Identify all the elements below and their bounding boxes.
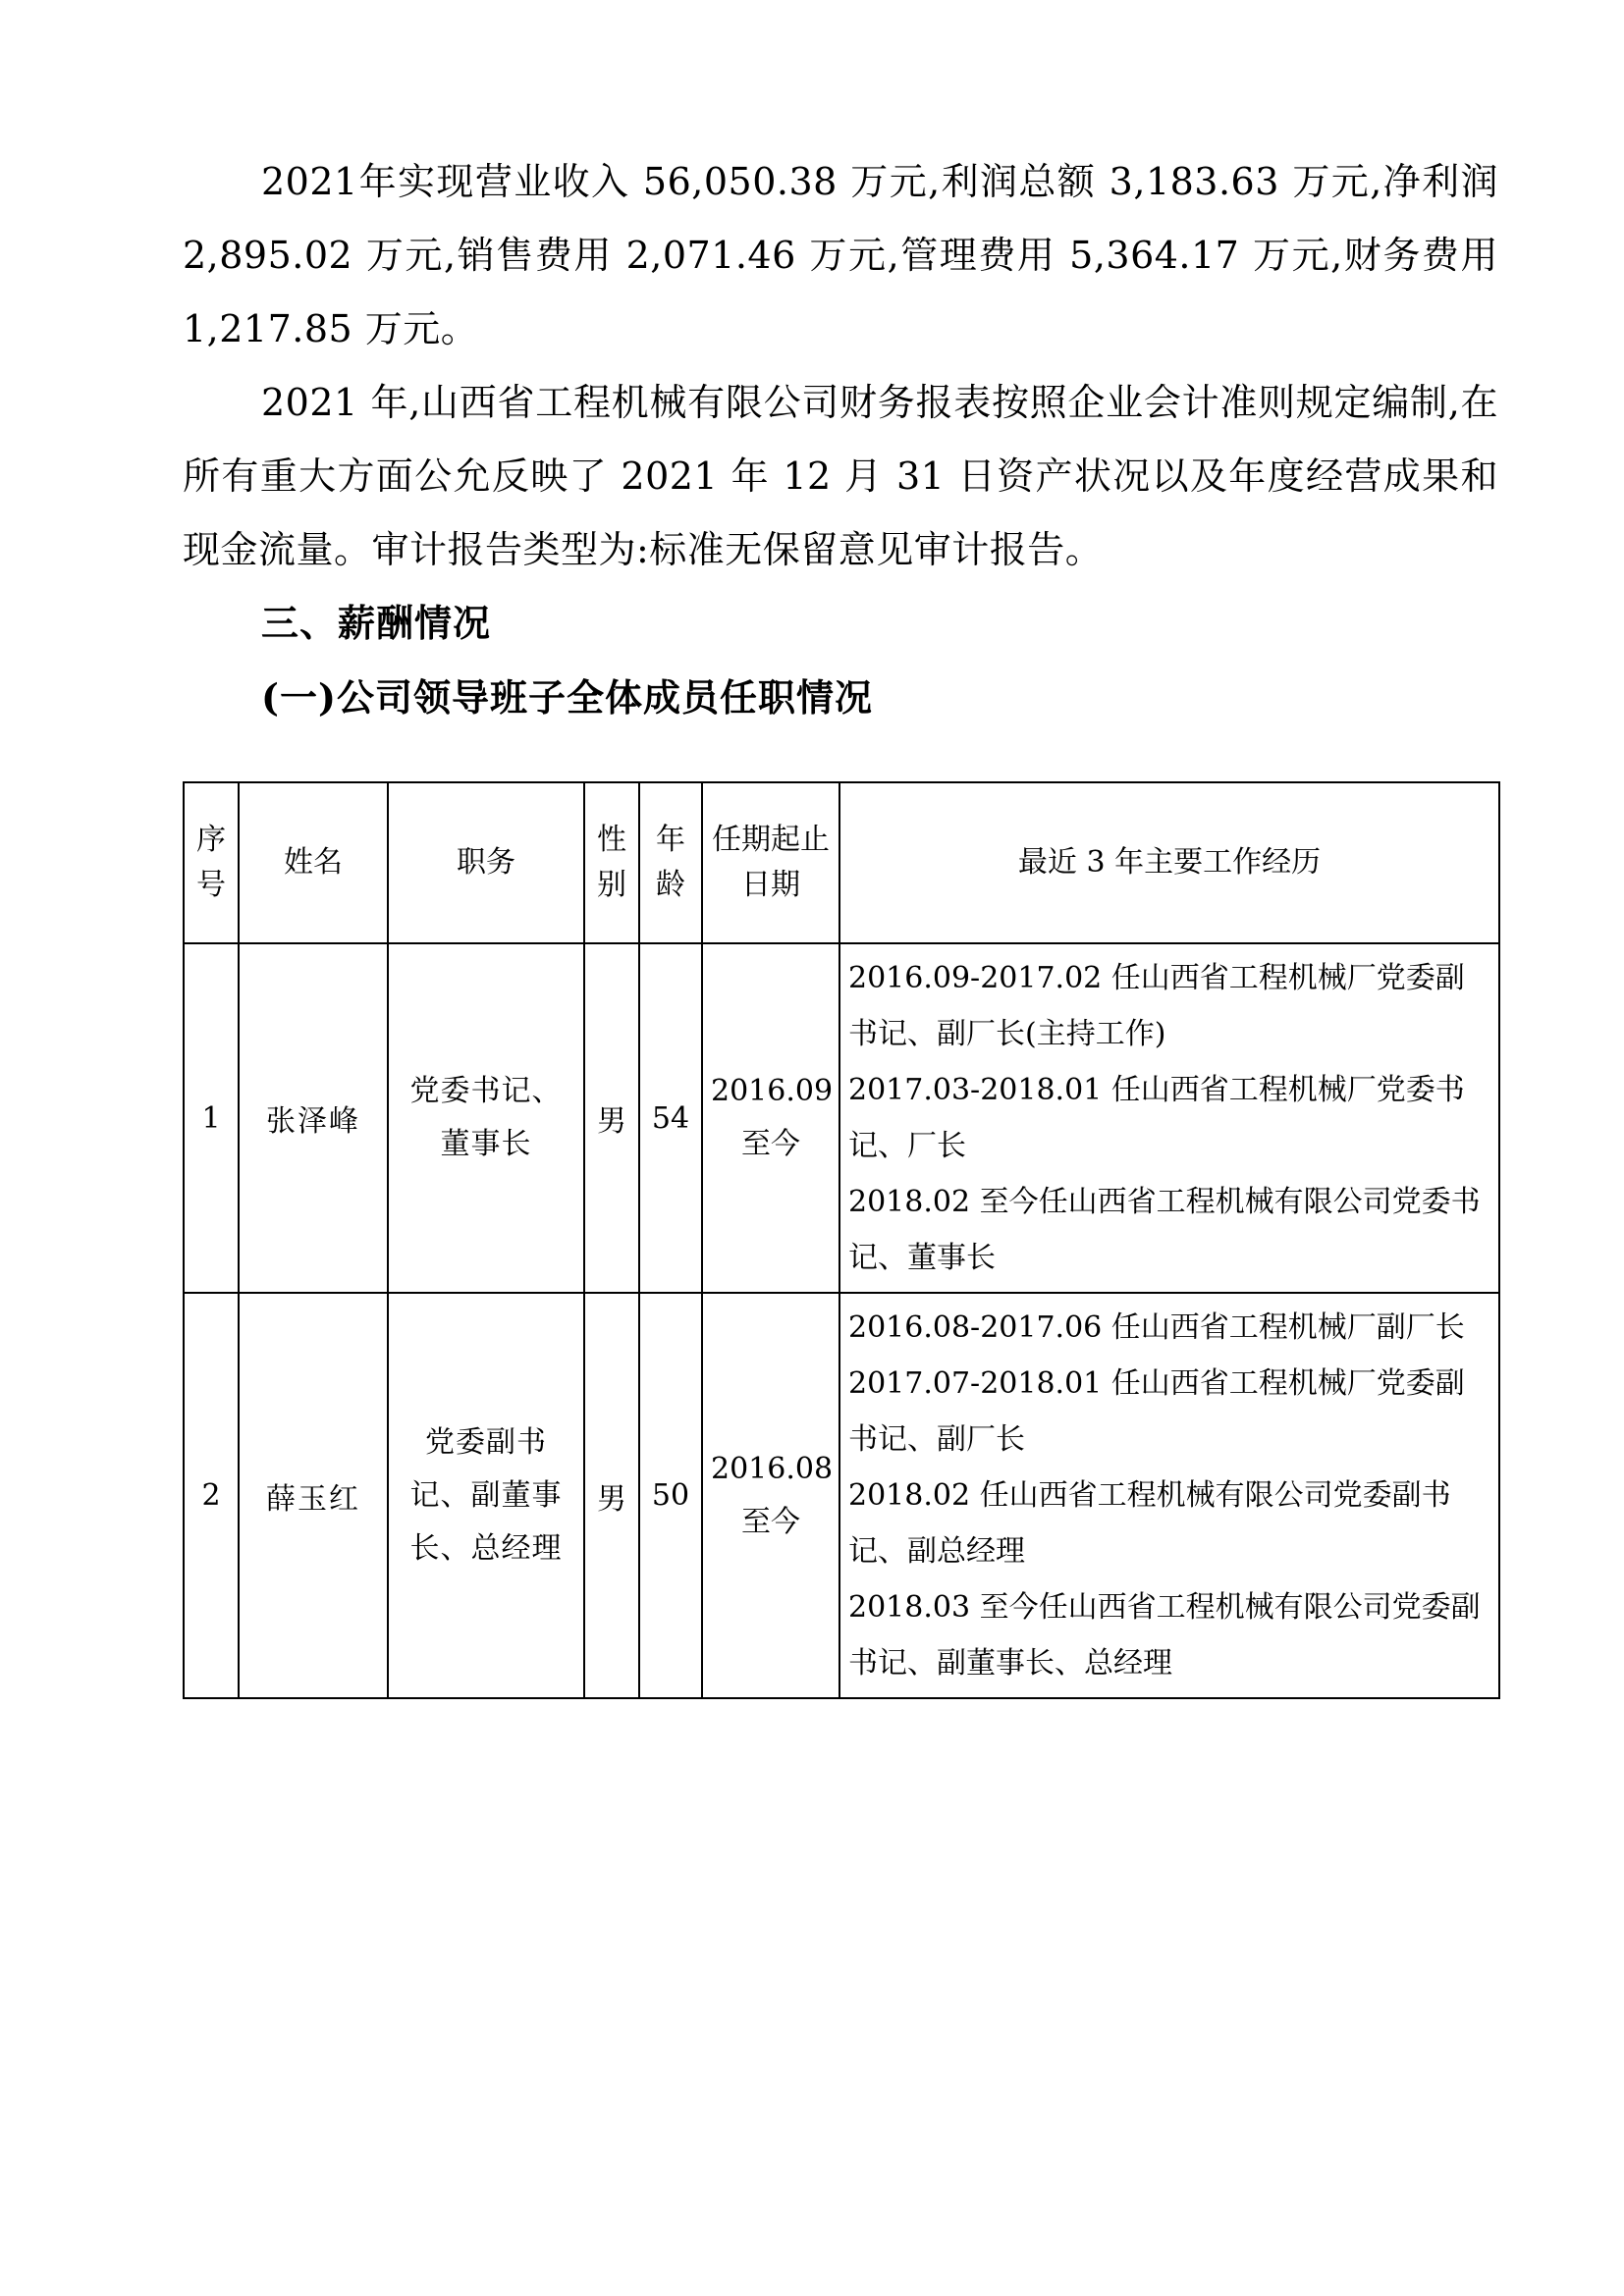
cell-index: 2 <box>184 1293 239 1698</box>
col-header-experience: 最近 3 年主要工作经历 <box>839 782 1499 943</box>
table-header <box>184 782 1499 943</box>
cell-age: 54 <box>639 943 702 1293</box>
leadership-table-wrapper <box>183 781 1498 1699</box>
cell-gender: 男 <box>584 943 639 1293</box>
table-row <box>184 1293 1499 1698</box>
cell-position: 党委副书记、副董事长、总经理 <box>388 1293 584 1698</box>
cell-index: 1 <box>184 943 239 1293</box>
experience-line: 2018.02 任山西省工程机械有限公司党委副书记、副总经理 <box>848 1478 1451 1569</box>
cell-age: 50 <box>639 1293 702 1698</box>
cell-experience <box>839 943 1499 1293</box>
experience-line: 2018.03 至今任山西省工程机械有限公司党委副书记、副董事长、总经理 <box>848 1590 1481 1681</box>
experience-line: 2017.03-2018.01 任山西省工程机械厂党委书记、厂长 <box>848 1073 1465 1163</box>
col-header-term: 任期起止日期 <box>702 782 839 943</box>
cell-term: 2016.08 至今 <box>702 1293 839 1698</box>
section-heading-compensation: 三、薪酬情况 <box>261 602 492 645</box>
cell-name: 张泽峰 <box>239 943 388 1293</box>
col-header-gender: 性别 <box>584 782 639 943</box>
experience-line: 2016.09-2017.02 任山西省工程机械厂党委副书记、副厂长(主持工作) <box>848 961 1465 1051</box>
table-header-row <box>184 782 1499 943</box>
experience-line: 2016.08-2017.06 任山西省工程机械厂副厂长 <box>848 1310 1465 1345</box>
cell-experience <box>839 1293 1499 1698</box>
col-header-position: 职务 <box>388 782 584 943</box>
page-content <box>183 145 1498 1699</box>
cell-name: 薛玉红 <box>239 1293 388 1698</box>
experience-line: 2018.02 至今任山西省工程机械有限公司党委书记、董事长 <box>848 1185 1481 1275</box>
paragraph-audit-statement: 2021 年,山西省工程机械有限公司财务报表按照企业会计准则规定编制,在所有重大方面公允反映了 2021 年 12 月 31 日资产状况以及年度经营成果和现金流量。审计报告类型为:标准无保留意见审计报告。 <box>183 381 1498 571</box>
cell-position: 党委书记、董事长 <box>388 943 584 1293</box>
subsection-heading-leadership: (一)公司领导班子全体成员任职情况 <box>261 675 873 720</box>
col-header-name: 姓名 <box>239 782 388 943</box>
col-header-age: 年龄 <box>639 782 702 943</box>
cell-term: 2016.09 至今 <box>702 943 839 1293</box>
leadership-table <box>183 781 1500 1699</box>
table-body <box>184 943 1499 1698</box>
experience-line: 2017.07-2018.01 任山西省工程机械厂党委副书记、副厂长 <box>848 1366 1465 1457</box>
paragraph-financial-summary: 2021年实现营业收入 56,050.38 万元,利润总额 3,183.63 万元,净利润 2,895.02 万元,销售费用 2,071.46 万元,管理费用 5,364.17 万元,财务费用 1,217.85 万元。 <box>183 160 1498 350</box>
table-row <box>184 943 1499 1293</box>
cell-gender: 男 <box>584 1293 639 1698</box>
col-header-index: 序号 <box>184 782 239 943</box>
